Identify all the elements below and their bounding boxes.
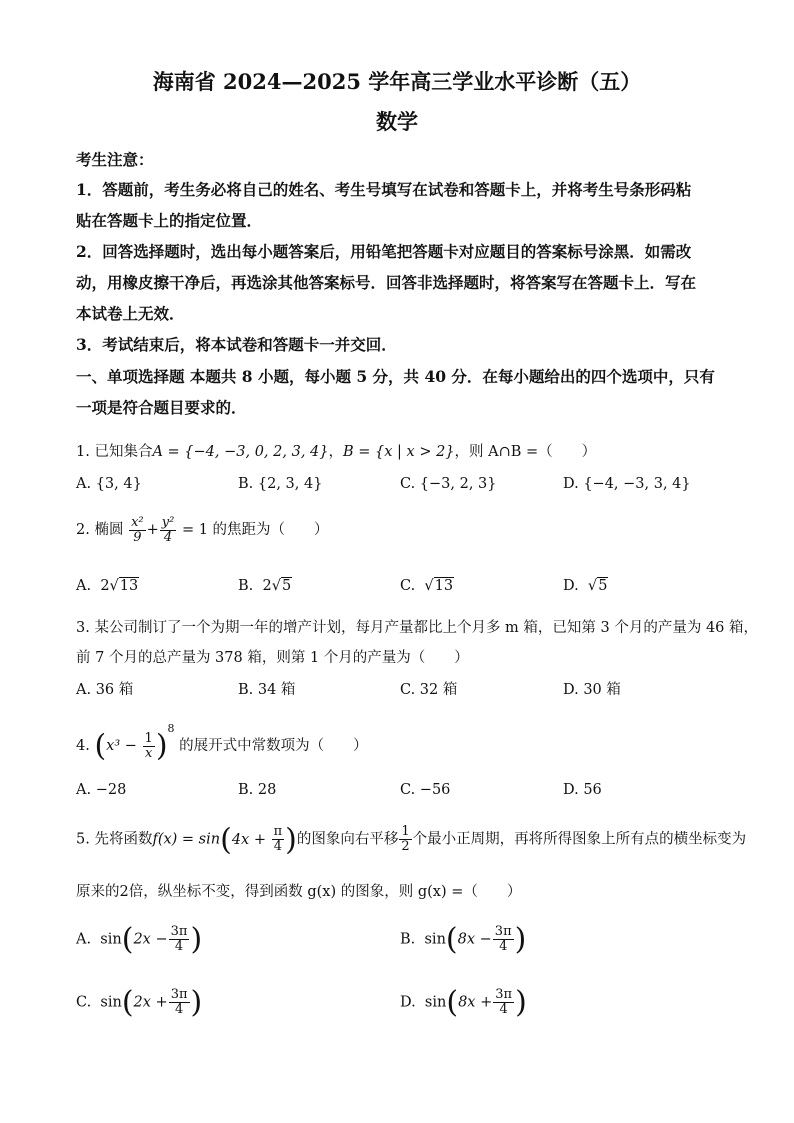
q1-set-a: A = {−4, −3, 0, 2, 3, 4}: [152, 444, 329, 460]
q4-option-d[interactable]: D. 56: [563, 782, 602, 798]
q5-a-inner: 2x −: [133, 931, 168, 948]
q2-b-radicand: 5: [281, 578, 292, 594]
q2-option-b[interactable]: B. 2√5: [238, 578, 292, 594]
question-5-line-2: 原来的2倍，纵坐标不变，得到函数 g(x) 的图象，则 g(x) =（ ）: [76, 884, 522, 900]
q2-suffix: = 1 的焦距为（ ）: [181, 522, 329, 539]
note-1-line-1: 1．答题前，考生务必将自己的姓名、考生号填写在试卷和答题卡上，并将考生号条形码粘: [76, 180, 692, 199]
q4-exponent: 8: [167, 722, 175, 735]
q2-option-a[interactable]: A. 2√13: [76, 578, 139, 594]
q5-suffix: 个最小正周期，再将所得图象上所有点的横坐标变为: [412, 831, 747, 848]
q5-function: f(x) = sin: [152, 831, 221, 848]
q2-a-radicand: 13: [119, 578, 139, 594]
note-2-line-1: 2．回答选择题时，选出每小题答案后，用铅笔把答题卡对应题目的答案标号涂黑．如需改: [76, 242, 692, 261]
q2-option-d[interactable]: D. √5: [563, 578, 608, 594]
q5-d-num: 3π: [495, 987, 513, 1003]
q1-comma: ，: [328, 444, 343, 460]
q3-option-d[interactable]: D. 30 箱: [563, 682, 621, 698]
q5-c-label: C.: [76, 994, 92, 1011]
question-2: 2. 椭圆 $\frac{\text{x²}}{9}$ + $\frac{\text{y²}}{4}$ = 1 的焦距为（ ）: [76, 515, 329, 545]
q1-option-c[interactable]: C. {−3, 2, 3}: [400, 476, 497, 492]
q4-option-a[interactable]: A. −28: [76, 782, 127, 798]
q5-c-num: 3π: [170, 987, 188, 1003]
q3-option-c[interactable]: C. 32 箱: [400, 682, 458, 698]
q2-d-radicand: 5: [598, 578, 608, 594]
q5-c-den: 4: [174, 1002, 184, 1017]
q5-d-inner: 8x +: [458, 994, 493, 1011]
note-2-line-3: 本试卷上无效．: [76, 304, 185, 323]
q3-option-b[interactable]: B. 34 箱: [238, 682, 296, 698]
q1-prefix: 1. 已知集合: [76, 444, 153, 460]
q5-option-d[interactable]: D. sin(8x + $\frac{3\pi}{4}$ ): [400, 985, 527, 1020]
q5-half: $\frac{1}{2}$: [401, 824, 410, 854]
q5-option-a[interactable]: A. sin(2x − $\frac{3\pi}{4}$ ): [76, 922, 203, 957]
q2-b-coef: 2: [262, 578, 272, 594]
q1-option-d[interactable]: D. {−4, −3, 3, 4}: [563, 476, 691, 492]
q2-c-label: C.: [400, 578, 416, 594]
q1-option-a[interactable]: A. {3, 4}: [76, 476, 142, 492]
section-1-line-1: 一、单项选择题 本题共 8 小题，每小题 5 分，共 40 分．在每小题给出的四个选项中，只有: [76, 367, 715, 386]
q5-c-inner: 2x +: [133, 994, 168, 1011]
q2-d-label: D.: [563, 578, 579, 594]
q5-a-label: A.: [76, 931, 92, 948]
q5-b-den: 4: [499, 939, 508, 954]
q5-mid: 的图象向右平移: [296, 831, 399, 848]
q1-option-b[interactable]: B. {2, 3, 4}: [238, 476, 323, 492]
q2-fraction-x: $\frac{\text{x²}}{9}$: [131, 515, 144, 545]
q5-argument: (4x + $\frac{\pi}{4}$ ): [220, 822, 297, 857]
q5-b-label: B.: [400, 931, 416, 948]
q2-a-label: A.: [76, 578, 92, 594]
note-3: 3．考试结束后，将本试卷和答题卡一并交回．: [76, 335, 397, 354]
q5-b-inner: 8x −: [457, 931, 492, 948]
q2-b-label: B.: [238, 578, 254, 594]
subject-title: 数学: [376, 109, 418, 134]
q5-option-b[interactable]: B. sin(8x − $\frac{3\pi}{4}$ ): [400, 922, 527, 957]
question-3-line-2: 前 7 个月的总产量为 378 箱，则第 1 个月的产量为（ ）: [76, 650, 469, 666]
q4-option-c[interactable]: C. −56: [400, 782, 451, 798]
q4-binomial: (x³ − $\frac{1}{x}$ )$^8$: [94, 722, 175, 764]
q2-fraction-y: $\frac{\text{y²}}{4}$: [161, 515, 175, 545]
question-1: [76, 440, 596, 461]
q3-option-a[interactable]: A. 36 箱: [76, 682, 134, 698]
exam-title: 海南省 2024—2025 学年高三学业水平诊断（五）: [152, 69, 642, 94]
q2-prefix: 2. 椭圆: [76, 522, 124, 539]
question-3-line-1: 3. 某公司制订了一个为期一年的增产计划，每月产量都比上个月多 m 箱，已知第 3 个月的产量为 46 箱，: [76, 620, 759, 636]
q4-prefix: 4.: [76, 738, 90, 754]
q4-option-b[interactable]: B. 28: [238, 782, 277, 798]
q2-c-radicand: 13: [434, 578, 454, 594]
q5-prefix: 5. 先将函数: [76, 831, 153, 848]
q5-a-den: 4: [174, 939, 184, 954]
q4-suffix: 的展开式中常数项为（ ）: [179, 738, 368, 754]
q1-suffix: ，则 A∩B =（ ）: [454, 444, 597, 460]
q5-a-num: 3π: [170, 924, 188, 940]
q5-option-c[interactable]: C. sin(2x + $\frac{3\pi}{4}$ ): [76, 985, 203, 1020]
question-5-line-1: [76, 822, 746, 857]
q5-d-den: 4: [499, 1002, 508, 1017]
q2-a-coef: 2: [100, 578, 110, 594]
q2-option-c[interactable]: C. √13: [400, 578, 454, 594]
question-4: [76, 722, 368, 764]
q5-b-num: 3π: [494, 924, 512, 940]
notes-heading: 考生注意：: [76, 150, 154, 169]
q1-set-b: B = {x | x > 2}: [343, 444, 455, 460]
q5-d-label: D.: [400, 994, 416, 1011]
note-1-line-2: 贴在答题卡上的指定位置．: [76, 211, 263, 230]
note-2-line-2: 动，用橡皮擦干净后，再选涂其他答案标号．回答非选择题时，将答案写在答题卡上．写在: [76, 273, 697, 292]
section-1-line-2: 一项是符合题目要求的．: [76, 398, 247, 417]
